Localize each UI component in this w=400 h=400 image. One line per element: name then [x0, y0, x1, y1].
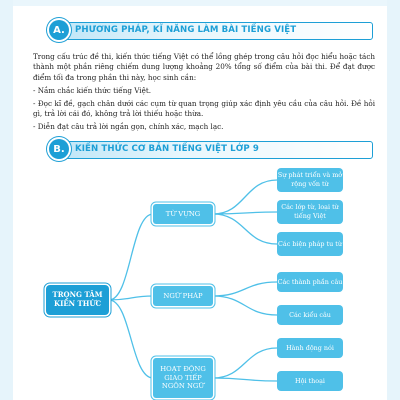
connector	[109, 300, 153, 378]
section-b-badge: B.	[49, 139, 69, 159]
branch-node-ngu-phap: NGỮ PHÁP	[153, 286, 213, 306]
section-a-title: PHƯƠNG PHÁP, KĨ NĂNG LÀM BÀI TIẾNG VIỆT	[75, 25, 297, 35]
leaf-node: Các biện pháp tu từ	[277, 232, 343, 256]
mindmap-center-node: TRỌNG TÂM KIẾN THỨC	[46, 285, 109, 315]
branch-node-hoat-dong-giao-tiep: HOẠT ĐỘNG GIAO TIẾP NGÔN NGỮ	[153, 358, 213, 398]
section-b-title: KIẾN THỨC CƠ BẢN TIẾNG VIỆT LỚP 9	[75, 144, 259, 154]
bullet-item: - Đọc kĩ đề, gạch chân dưới các cụm từ quan trọng giúp xác định yêu cầu của câu hỏi. Đề hỏi gì, trả lời cái đó, không trả lời thiếu hoặc thừa.	[33, 98, 375, 119]
leaf-node: Hội thoại	[277, 371, 343, 391]
bullet-item: - Diễn đạt câu trả lời ngắn gọn, chính xác, mạch lạc.	[33, 122, 224, 132]
branch-node-tu-vung: TỪ VỰNG	[153, 204, 213, 224]
intro-paragraph: Trong cấu trúc đề thi, kiến thức tiếng Việt có thể lồng ghép trong câu hỏi đọc hiểu hoặc tách thành một phần riêng chiếm dung lượng khoảng 20% tổng số điểm của bài thi. Để đạt được điểm tối đa trong phần thi này, học sinh cần:	[33, 52, 375, 82]
connector	[213, 282, 277, 296]
bullet-item: - Nắm chắc kiến thức tiếng Việt.	[33, 85, 151, 95]
leaf-node: Các thành phần câu	[277, 272, 343, 292]
connector	[109, 214, 153, 300]
section-a-badge: A.	[49, 20, 69, 40]
connector	[213, 214, 277, 244]
mind-map	[13, 0, 387, 400]
connector	[213, 348, 277, 378]
leaf-node: Các lớp từ, loại từ tiếng Việt	[277, 200, 343, 224]
leaf-node: Hành động nói	[277, 338, 343, 358]
connector	[213, 180, 277, 214]
leaf-node: Sự phát triển và mở rộng vốn từ	[277, 168, 343, 192]
document-page	[13, 0, 387, 400]
connector	[213, 296, 277, 315]
connector	[213, 378, 277, 381]
leaf-node: Các kiểu câu	[277, 305, 343, 325]
